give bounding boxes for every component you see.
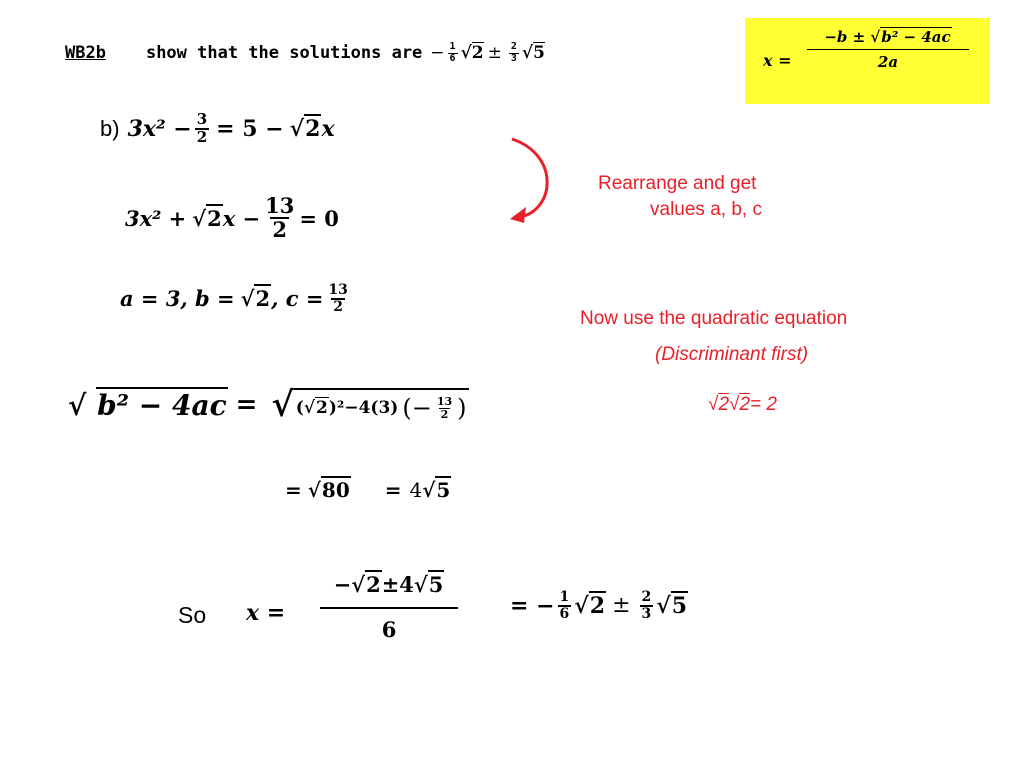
formula-fraction-bar — [807, 49, 969, 50]
equation-rearranged: 3x² + √2 x − $\frac{13}{2}$ = 0 — [125, 193, 339, 243]
formula-lhs: x = — [763, 51, 792, 70]
fraction-thirteen-halves: $\frac{13}{2}$ — [265, 193, 295, 243]
formula-radical: √b² − 4ac — [870, 28, 951, 46]
header-fraction-2: $\frac{2}{3}$ — [510, 41, 517, 64]
root-two: √2 — [192, 205, 222, 231]
equation-b: b) 3x² − $\frac{3}{2}$ = 5 − √2 x — [100, 110, 335, 146]
discriminant-rhs-radicand: ( √2 )²−4(3) (− $\frac{13}{2}$ ) — [294, 388, 469, 422]
note-root-product: √2√2= 2 — [708, 394, 777, 415]
discriminant-rhs: √ — [271, 385, 294, 425]
quadratic-formula-box — [745, 18, 990, 104]
solution-lhs: x = — [246, 600, 286, 626]
note-use-formula: Now use the quadratic equation — [580, 308, 848, 329]
discriminant-lhs: √ b² − 4ac — [68, 388, 227, 422]
part-label: b) — [100, 115, 120, 141]
header-root-2: √5 — [521, 43, 545, 63]
discriminant-equation: √ b² − 4ac = √ ( √2 )²−4(3) (− $\frac{13}{2}$ ) — [68, 385, 467, 425]
rearrange-arrow-icon — [500, 135, 560, 230]
formula-denominator: 2a — [877, 53, 899, 71]
exercise-code: WB2b — [65, 43, 106, 63]
fraction-thirteen-halves: $\frac{13}{2}$ — [436, 394, 453, 421]
header — [65, 42, 545, 64]
note-discriminant: (Discriminant first) — [655, 344, 809, 365]
solution-denominator: 6 — [381, 617, 397, 642]
solution-fraction — [320, 572, 458, 642]
header-fraction-1: $\frac{1}{6}$ — [449, 41, 456, 64]
root-five: √5 — [422, 478, 451, 502]
formula-numerator: −b ± √b² − 4ac — [824, 28, 951, 46]
solution-label: So — [178, 602, 207, 628]
instruction-text: show that the solutions are — [145, 43, 423, 63]
header-plus-minus: ± — [487, 43, 502, 63]
solution-fraction-bar — [320, 607, 458, 609]
fraction-three-halves: $\frac{3}{2}$ — [196, 110, 208, 146]
root-two: √2 — [240, 286, 271, 312]
coefficient-values: a = 3, b = √2 , c = $\frac{13}{2}$ — [120, 282, 348, 315]
solution-rhs: = − $\frac{1}{6}$ √2 ± $\frac{2}{3}$ √5 — [510, 589, 688, 622]
formula-fraction — [807, 28, 969, 71]
header-minus: − — [430, 43, 445, 63]
header-root-1: √2 — [460, 43, 484, 63]
rhs-fraction-1: $\frac{1}{6}$ — [559, 589, 570, 622]
rhs-fraction-2: $\frac{2}{3}$ — [641, 589, 652, 622]
fraction-c-value: $\frac{13}{2}$ — [328, 282, 348, 315]
root-eighty: √80 — [307, 478, 350, 502]
root-eighty-line: = √80 = 4 √5 — [285, 478, 451, 502]
note-rearrange: Rearrange and get values a, b, c — [598, 173, 762, 220]
solution-numerator: −√2±4√5 — [333, 572, 444, 597]
root-two: √2 — [289, 115, 321, 142]
